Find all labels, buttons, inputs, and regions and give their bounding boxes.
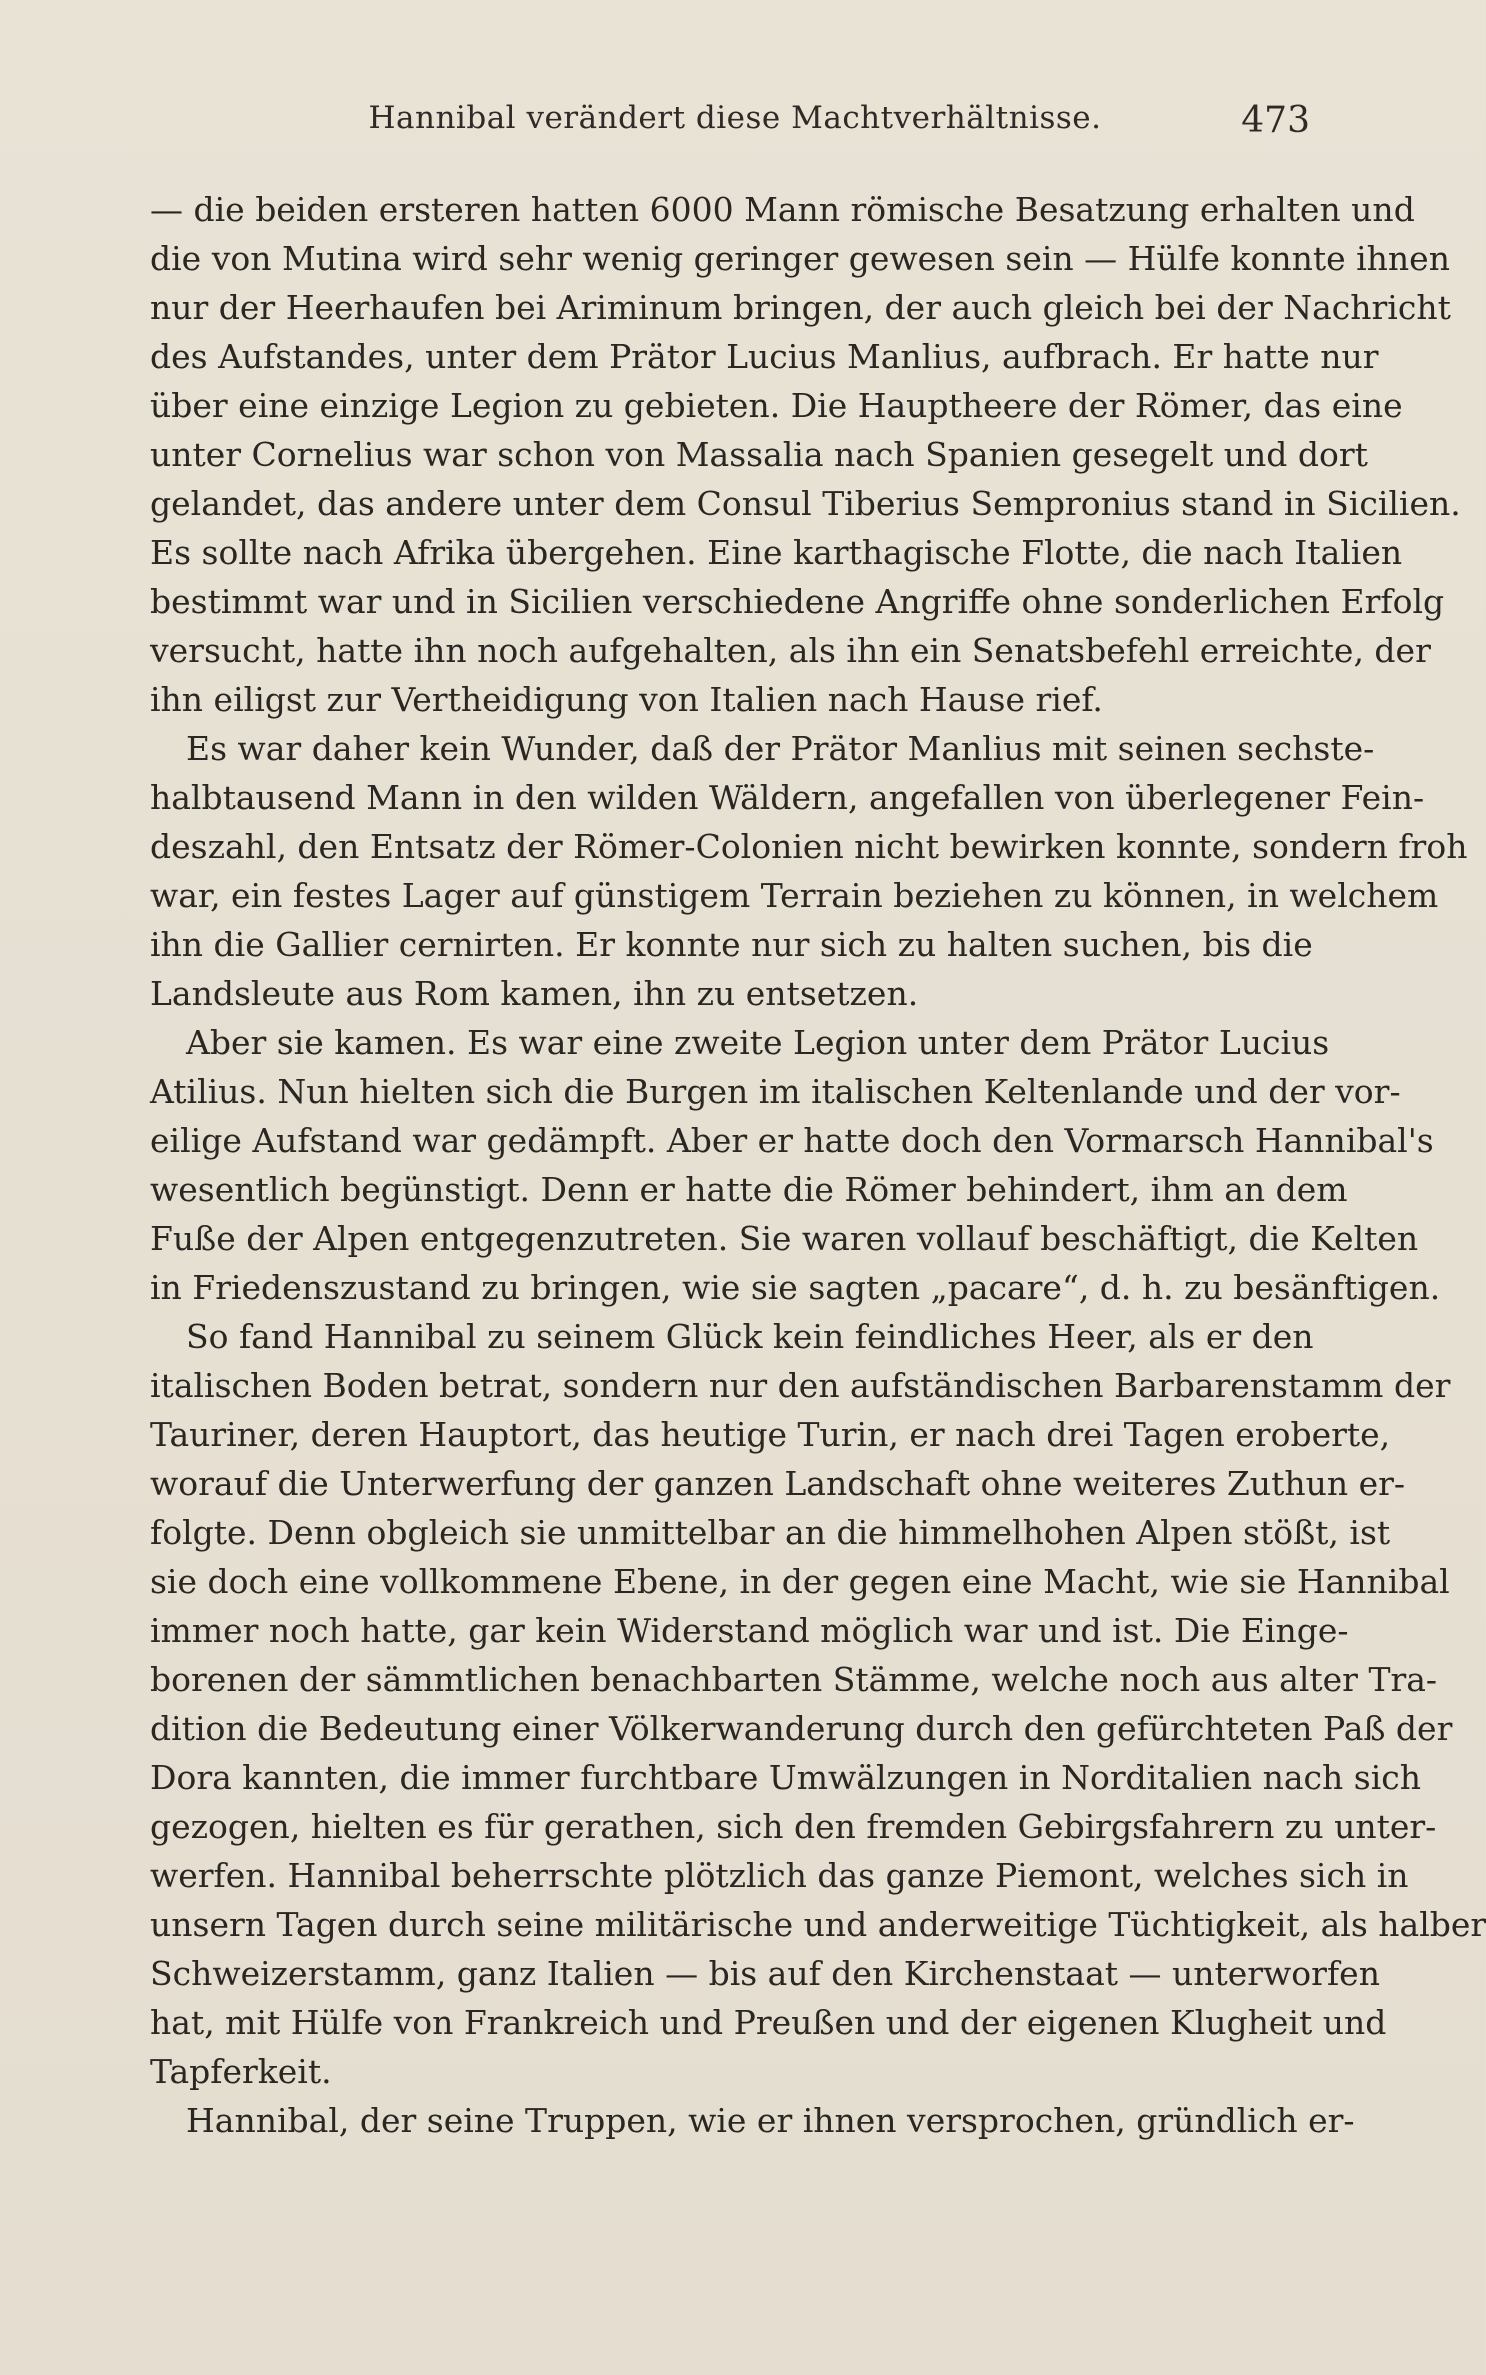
text-line: bestimmt war und in Sicilien verschiedene Angriffe ohne sonderlichen Erfolg [150,582,1445,621]
text-line: war, ein festes Lager auf günstigem Terrain beziehen zu können, in welchem [150,876,1439,915]
text-line: Tapferkeit. [150,2052,332,2091]
text-line: deszahl, den Entsatz der Römer-Colonien nicht bewirken konnte, sondern froh [150,827,1468,866]
page-number: 473 [1241,100,1310,141]
text-line: Es sollte nach Afrika übergehen. Eine karthagische Flotte, die nach Italien [150,533,1403,572]
text-line: gezogen, hielten es für gerathen, sich den fremden Gebirgsfahrern zu unter- [150,1807,1437,1846]
text-line: in Friedenszustand zu bringen, wie sie sagten „pacare“, d. h. zu besänftigen. [150,1268,1441,1307]
text-line: des Aufstandes, unter dem Prätor Lucius Manlius, aufbrach. Er hatte nur [150,337,1379,376]
text-line: So fand Hannibal zu seinem Glück kein feindliches Heer, als er den [186,1317,1314,1356]
text-line: versucht, hatte ihn noch aufgehalten, als ihn ein Senatsbefehl erreichte, der [150,631,1431,670]
text-body [150,185,1486,2145]
text-line: — die beiden ersteren hatten 6000 Mann römische Besatzung erhalten und [150,190,1415,229]
text-line: die von Mutina wird sehr wenig geringer gewesen sein — Hülfe konnte ihnen [150,239,1450,278]
text-line: gelandet, das andere unter dem Consul Tiberius Sempronius stand in Sicilien. [150,484,1461,523]
text-line: unter Cornelius war schon von Massalia nach Spanien gesegelt und dort [150,435,1368,474]
text-line: nur der Heerhaufen bei Ariminum bringen, der auch gleich bei der Nachricht [150,288,1451,327]
text-line: immer noch hatte, gar kein Widerstand möglich war und ist. Die Einge- [150,1611,1349,1650]
text-line: eilige Aufstand war gedämpft. Aber er hatte doch den Vormarsch Hannibal's [150,1121,1434,1160]
text-line: dition die Bedeutung einer Völkerwanderung durch den gefürchteten Paß der [150,1709,1453,1748]
text-line: worauf die Unterwerfung der ganzen Landschaft ohne weiteres Zuthun er- [150,1464,1406,1503]
running-head: Hannibal verändert diese Machtverhältnisse. [368,100,1102,136]
text-line: unsern Tagen durch seine militärische und anderweitige Tüchtigkeit, als halber [150,1905,1486,1944]
text-line: Hannibal, der seine Truppen, wie er ihnen versprochen, gründlich er- [186,2101,1355,2140]
text-line: italischen Boden betrat, sondern nur den aufständischen Barbarenstamm der [150,1366,1451,1405]
text-line: sie doch eine vollkommene Ebene, in der gegen eine Macht, wie sie Hannibal [150,1562,1450,1601]
text-line: borenen der sämmtlichen benachbarten Stämme, welche noch aus alter Tra- [150,1660,1438,1699]
text-line: ihn die Gallier cernirten. Er konnte nur sich zu halten suchen, bis die [150,925,1313,964]
text-line: Dora kannten, die immer furchtbare Umwälzungen in Norditalien nach sich [150,1758,1421,1797]
text-line: hat, mit Hülfe von Frankreich und Preußen und der eigenen Klugheit und [150,2003,1387,2042]
text-line: werfen. Hannibal beherrschte plötzlich das ganze Piemont, welches sich in [150,1856,1409,1895]
text-line: Aber sie kamen. Es war eine zweite Legion unter dem Prätor Lucius [186,1023,1330,1062]
text-line: Fuße der Alpen entgegenzutreten. Sie waren vollauf beschäftigt, die Kelten [150,1219,1419,1258]
text-line: Landsleute aus Rom kamen, ihn zu entsetzen. [150,974,919,1013]
text-line: Atilius. Nun hielten sich die Burgen im italischen Keltenlande und der vor- [150,1072,1401,1111]
text-line: halbtausend Mann in den wilden Wäldern, angefallen von überlegener Fein- [150,778,1425,817]
text-line: folgte. Denn obgleich sie unmittelbar an die himmelhohen Alpen stößt, ist [150,1513,1391,1552]
page-header [160,100,1310,146]
text-line: wesentlich begünstigt. Denn er hatte die Römer behindert, ihm an dem [150,1170,1348,1209]
text-line: Tauriner, deren Hauptort, das heutige Turin, er nach drei Tagen eroberte, [150,1415,1391,1454]
text-line: Es war daher kein Wunder, daß der Prätor Manlius mit seinen sechste- [186,729,1375,768]
text-line: über eine einzige Legion zu gebieten. Die Hauptheere der Römer, das eine [150,386,1403,425]
text-line: Schweizerstamm, ganz Italien — bis auf den Kirchenstaat — unterworfen [150,1954,1380,1993]
text-line: ihn eiligst zur Vertheidigung von Italien nach Hause rief. [150,680,1103,719]
